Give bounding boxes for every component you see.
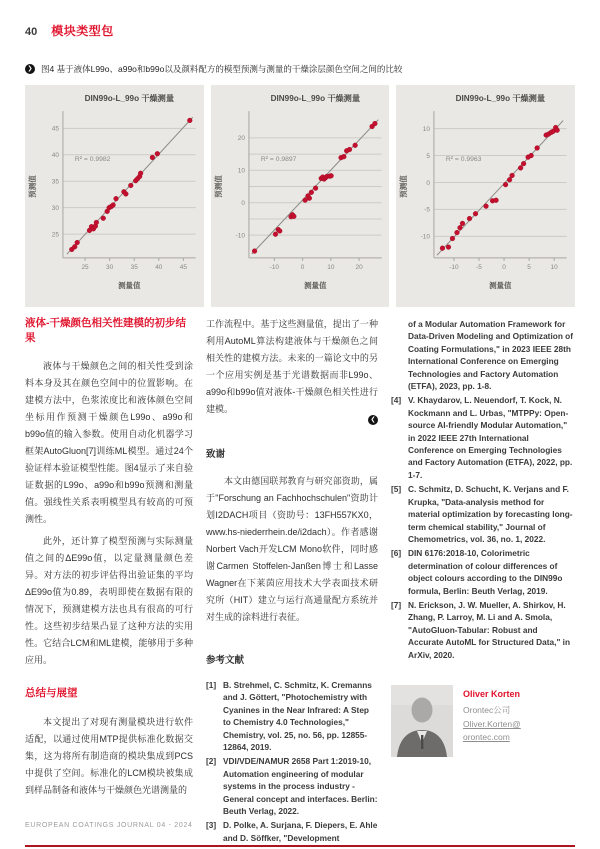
paragraph: 液体与干燥颜色之间的相关性受到涂料本身及其在颜色空间中的位置影响。在建模方法中，色浆浓度比和液体颜色空间坐标用作预测干燥颜色L99o、a99o和b99o值的输入参数。使用自动化机器学习框架AutoGluon[7]训练ML模型。通过24个验证样本验证模型性能。图4显示了来自验证数据的L99o、a99o和b99o预测和测量值。强线性关系表明模型具有较高的可预测性。: [25, 361, 193, 524]
footer-rule: [25, 845, 575, 847]
svg-text:预测值: 预测值: [399, 175, 409, 198]
author-info: [463, 685, 521, 757]
svg-text:DIN99o-L_99o 干燥测量: DIN99o-L_99o 干燥测量: [270, 94, 360, 104]
author-photo: [391, 685, 453, 757]
svg-text:30: 30: [106, 263, 114, 271]
svg-text:测量值: 测量值: [303, 280, 327, 290]
reference-item: [3] D. Polke, A. Surjana, F. Diepers, E. Ahle and D. Söffker, "Development: [206, 820, 378, 843]
svg-text:10: 10: [550, 263, 559, 271]
acknowledgement-heading: 致谢: [206, 449, 226, 460]
reference-item: [1] B. Strehmel, C. Schmitz, K. Cremanns and J. Göttert, "Photochemistry with Cyanines in the Near Infrared: A Step to Chemistry 4.0 Technologies," Chemistry, vol. 25, no. 56, pp. 12855-12864, 2019.: [206, 680, 372, 753]
reference-item: of a Modular Automation Framework for Data-Driven Modeling and Optimization of Coating Formulations," in 2023 IEEE 28th International Conference on Emerging Technologies and Factory Automation (ETFA), 2023, pp. 1-8.: [408, 319, 574, 392]
figure-caption-row: [25, 63, 575, 75]
svg-text:5: 5: [426, 152, 431, 160]
svg-text:5: 5: [527, 263, 532, 271]
end-of-article-icon: ❮: [368, 415, 378, 425]
author-name: Oliver Korten: [463, 688, 521, 699]
page-number: 40: [25, 26, 38, 38]
svg-text:R² = 0.9897: R² = 0.9897: [260, 156, 297, 164]
author-card: [391, 685, 575, 757]
paragraph: 本文提出了对现有测量模块进行软件适配，以通过使用MTP提供标准化数据交集，这为将所有制造商的模块集成到PCS中提供了空间。标准化的LCM模块被集成到样品制备和液体与干燥颜色光谱测量的: [25, 716, 193, 795]
svg-text:预测值: 预测值: [27, 175, 37, 198]
paragraph: 此外，还计算了模型预测与实际测量值之间的ΔE99o值，以定量测量颜色差异。对方法的初步评估得出验证集的平均ΔE99o值为0.89，表明即使在数据有限的情况下，预测建模方法也具有很高的可行性。这些初步结果凸显了这种方法的实用性。它结合LCM和ML建模，能够用于多种应用。: [25, 536, 193, 665]
svg-text:20: 20: [355, 263, 363, 271]
svg-text:R² = 0.9982: R² = 0.9982: [74, 156, 111, 164]
svg-text:-5: -5: [424, 206, 431, 214]
svg-text:预测值: 预测值: [213, 175, 223, 198]
svg-text:40: 40: [51, 152, 59, 160]
svg-text:R² = 0.9963: R² = 0.9963: [446, 156, 482, 164]
svg-text:0: 0: [241, 200, 245, 208]
acknowledgement-text: 本文由德国联邦教育与研究部资助，属于"Forschung an Fachhochschulen"资助计划I2DACH项目（资助号：13FH557KX0，www.hs-niederrhein.de/i2dach）。作者感谢Norbert Vach开发LCM Mono软件，同时感谢Carmen Stoffelen-Janßen博士和Lasse Wagner在下莱茵应用技术大学表面技术研究所（HIT）建立与运行高通量配方系统并对生成的涂料进行表征。: [206, 476, 378, 622]
section-title: 模块类型包: [51, 24, 114, 38]
article-body: [25, 316, 575, 846]
reference-item: [2] VDI/VDE/NAMUR 2658 Part 1:2019-10, Automation engineering of modular systems in the process industry - General concept and interfaces. Berlin: Beuth Verlag, 2022.: [206, 756, 378, 817]
page-header: [0, 0, 600, 39]
section-heading-summary: 总结与展望: [25, 687, 78, 699]
svg-text:40: 40: [155, 263, 163, 271]
reference-list: [206, 679, 378, 844]
svg-text:测量值: 测量值: [118, 280, 141, 290]
svg-text:-5: -5: [476, 263, 483, 271]
column-2: [206, 316, 378, 846]
section-heading-results: 液体-干燥颜色相关性建模的初步结果: [25, 317, 186, 344]
svg-text:10: 10: [326, 263, 335, 271]
author-company: Orontec公司: [463, 705, 511, 716]
svg-text:DIN99o-L_99o 干燥测量: DIN99o-L_99o 干燥测量: [84, 94, 175, 104]
svg-text:-10: -10: [269, 263, 279, 271]
svg-text:35: 35: [130, 263, 138, 271]
svg-text:45: 45: [51, 125, 59, 133]
svg-text:DIN99o-L_99o 干燥测量: DIN99o-L_99o 干燥测量: [455, 94, 546, 104]
svg-text:-10: -10: [449, 263, 459, 271]
svg-text:0: 0: [426, 179, 431, 187]
svg-text:25: 25: [81, 263, 89, 271]
reference-item: [5] C. Schmitz, D. Schucht, K. Verjans and F. Krupka, "Data-analysis method for material optimization by forecasting long-term chemical stability," Journal of Chemometrics, vol. 36, no. 1, 2022.: [391, 484, 573, 544]
reference-item: [4] V. Khaydarov, L. Neuendorf, T. Kock, N. Kockmann and L. Urbas, "MTPPy: Open-source AI-friendly Modular Automation," in 2022 IEEE 27th International Conference on Emerging Technologies and Factory Automation (ETFA), 2022, pp. 1-7.: [391, 395, 573, 480]
paragraph: 工作流程中。基于这些测量值，提出了一种利用AutoML算法构建液体与干燥颜色之间相关性的建模方法。未来的一篇论文中的另一个应用实例是基于光谱数据而非L99o、a99o和b99o值对液体-干燥颜色相关性进行建模。: [206, 319, 378, 414]
svg-text:0: 0: [300, 263, 305, 271]
column-3: [391, 316, 575, 846]
svg-text:20: 20: [237, 135, 245, 143]
svg-text:-10: -10: [420, 233, 431, 241]
svg-text:45: 45: [179, 263, 187, 271]
column-1: [25, 316, 193, 846]
references-heading: 参考文献: [206, 655, 245, 666]
author-email-line2[interactable]: orontec.com: [463, 732, 510, 743]
reference-item: [7] N. Erickson, J. W. Mueller, A. Shirkov, H. Zhang, P. Larroy, M. Li and A. Smola, "AutoGluon-Tabular: Robust and Accurate AutoML for Structured Data," in ArXiv, 2020.: [391, 599, 571, 660]
svg-text:25: 25: [51, 231, 59, 239]
svg-text:35: 35: [51, 178, 59, 186]
svg-text:0: 0: [502, 263, 507, 271]
journal-footer: EUROPEAN COATINGS JOURNAL 04 - 2024: [25, 822, 193, 829]
reference-list: [391, 318, 575, 661]
figure-marker-icon: ❯: [25, 64, 35, 74]
figure-charts: [25, 85, 575, 307]
reference-item: [6] DIN 6176:2018-10, Colorimetric determination of colour differences of object colours according to the DIN99o formula, Berlin: Beuth Verlag, 2019.: [391, 548, 563, 596]
figure-caption: 图4 基于液体L99o、a99o和b99o以及颜料配方的模型预测与测量的干燥涂层颜色空间之间的比较: [41, 64, 403, 74]
scatter-chart-b99o: [396, 85, 575, 307]
scatter-chart-a99o: [211, 85, 390, 307]
svg-text:测量值: 测量值: [489, 280, 512, 290]
svg-text:30: 30: [51, 204, 59, 212]
svg-text:-10: -10: [235, 232, 245, 240]
scatter-chart-L99o: [25, 85, 204, 307]
svg-text:10: 10: [423, 125, 431, 133]
author-email-line1[interactable]: Oliver.Korten@: [463, 718, 521, 729]
svg-text:10: 10: [237, 167, 245, 175]
